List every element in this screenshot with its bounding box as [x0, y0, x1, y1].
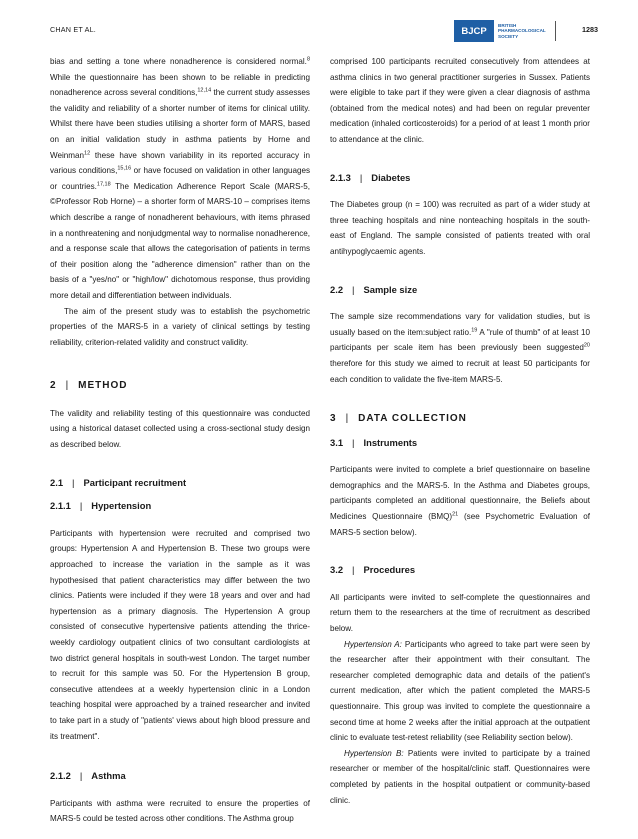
- paragraph: The sample size recommendations vary for validation studies, but is usually based on the item:subject ratio.$^{19}$ A "rule of thumb" of at least 10 participants per scale item has been previously been suggested$^{20}$ therefore for this study we aimed to recruit at least 50 participants for each condition to validate the five-item MARS-5.: [330, 312, 590, 384]
- subsection-heading: 3.1 | Instruments: [330, 436, 418, 448]
- page-header: [50, 20, 598, 42]
- subsubsection-heading: 2.1.3 | Diabetes: [330, 171, 411, 183]
- journal-logo: [454, 20, 546, 42]
- page-number: 1283: [582, 25, 598, 34]
- paragraph: comprised 100 participants recruited consecutively from attendees at asthma clinics in two general practitioner surgeries in Sussex. Patients were eligible to take part if they were given a clear diagnosis of asthma (obtained from the medical notes) and had been on regular preventer medication (inhaled corticosteroids) for a period of at least 1 month prior to attendance at the clinic.: [330, 57, 590, 144]
- subsubsection-heading: 2.1.2 | Asthma: [50, 770, 126, 782]
- left-column: [50, 54, 310, 827]
- paragraph: All participants were invited to self-complete the questionnaires and return them to the researchers at the time of recruitment as described below.: [330, 592, 590, 634]
- paragraph: Hypertension A: Participants who agreed to take part were seen by the researcher after their appointment with their consultant. The researcher completed demographic data and details of the patient's current medication, after which the patient completed the MARS-5 questionnaire. This group was invited to complete the questionnaire a second time at home 2 weeks after the initial approach at the outpatient clinic to evaluate test-retest reliability (see Reliability section below).: [330, 639, 590, 743]
- running-author: CHAN ET AL.: [50, 25, 97, 34]
- subsection-heading: 2.1 | Participant recruitment: [50, 476, 187, 488]
- paragraph: The Diabetes group (n = 100) was recruited as part of a wider study at three teaching hospitals and nine nonteaching hospitals in the south-east of England. The sample consisted of patients treated with oral antihypoglycaemic agents.: [330, 200, 590, 256]
- section-heading: 2 | METHOD: [50, 380, 128, 392]
- subsubsection-heading: 2.1.1 | Hypertension: [50, 500, 152, 512]
- header-divider: [555, 21, 556, 41]
- paragraph: The validity and reliability testing of this questionnaire was conducted using a historical dataset collected using a cross-sectional study design as described below.: [50, 408, 310, 450]
- subsection-heading: 3.2 | Procedures: [330, 564, 416, 576]
- paragraph: Participants with hypertension were recruited and comprised two groups: Hypertension A and Hypertension B. These two groups were approached to increase the variation in the sample as it was hypothesised that patient characteristics may differ between the two clinics. Patients were included if they were 18 years and over and had hypertension as a primary diagnosis. The Hypertension A group consisted of consecutive hypertensive patients attending the thrice-weekly cardiology outpatient clinics of two consultant cardiologists at two district general hospitals in south-west London. The target number to recruit for this sample was 50. For the Hypertension B group, consecutive attendees at a weekly hypertension clinic in a London teaching hospital were approached by a trained researcher and invited to take part in a study of "patients' views about high blood pressure and its treatment".: [50, 528, 310, 741]
- logo-mark: BJCP: [454, 20, 494, 42]
- logo-society-text: BRITISH PHARMACOLOGICAL SOCIETY: [498, 23, 546, 39]
- paragraph: bias and setting a tone where nonadherence is considered normal.$^8$ While the questionnaire has been shown to be reliable in predicting nonadherence across several conditions,$^{12,14}$ the current study assesses the validity and reliability of a shorter number of items for clinical utility. Whilst there have been studies utilising a shorter form of MARS, based on an initial validation study in asthma patients by Horne and Weinman$^{12}$ these have shown variability in its reported accuracy in various conditions,$^{15,16}$ or have focused on validation in other languages or countries.$^{17,18}$ The Medication Adherence Report Scale (MARS-5, ©Professor Rob Horne) – a shorter form of MARS-10 – comprises items which describe a range of nonadherent behaviours, with items phrased in a nonthreatening and nonjudgmental way to normalise nonadherence, and a response scale that allows the categorisation of patients in terms of their position along the "adherence dimension" rather than on the basis of a "yes/no" or "high/low" dichotomous response, thus providing more detail and differentiation between individuals.: [50, 56, 310, 300]
- paragraph: Participants with asthma were recruited to ensure the properties of MARS-5 could be tested across other conditions. The Asthma group: [50, 798, 310, 824]
- right-column: [330, 54, 590, 808]
- paragraph: Hypertension B: Patients were invited to participate by a trained researcher or member of the hospital/clinic staff. Questionnaires were completed by patients in the hospital outpatient or community-based clinic.: [330, 748, 590, 805]
- paragraph: Participants were invited to complete a brief questionnaire on baseline demographics and the MARS-5. In the Asthma and Diabetes groups, participants completed an additional questionnaire, the Beliefs about Medicines Questionnaire (BMQ)$^{21}$ (see Psychometric Evaluation of MARS-5 section below).: [330, 465, 590, 537]
- subsection-heading: 2.2 | Sample size: [330, 283, 418, 295]
- section-heading: 3 | DATA COLLECTION: [330, 413, 467, 425]
- paragraph: The aim of the present study was to establish the psychometric properties of the MARS-5 in a variety of clinical settings by testing reliability, criterion-related validity and construct validity.: [50, 306, 310, 347]
